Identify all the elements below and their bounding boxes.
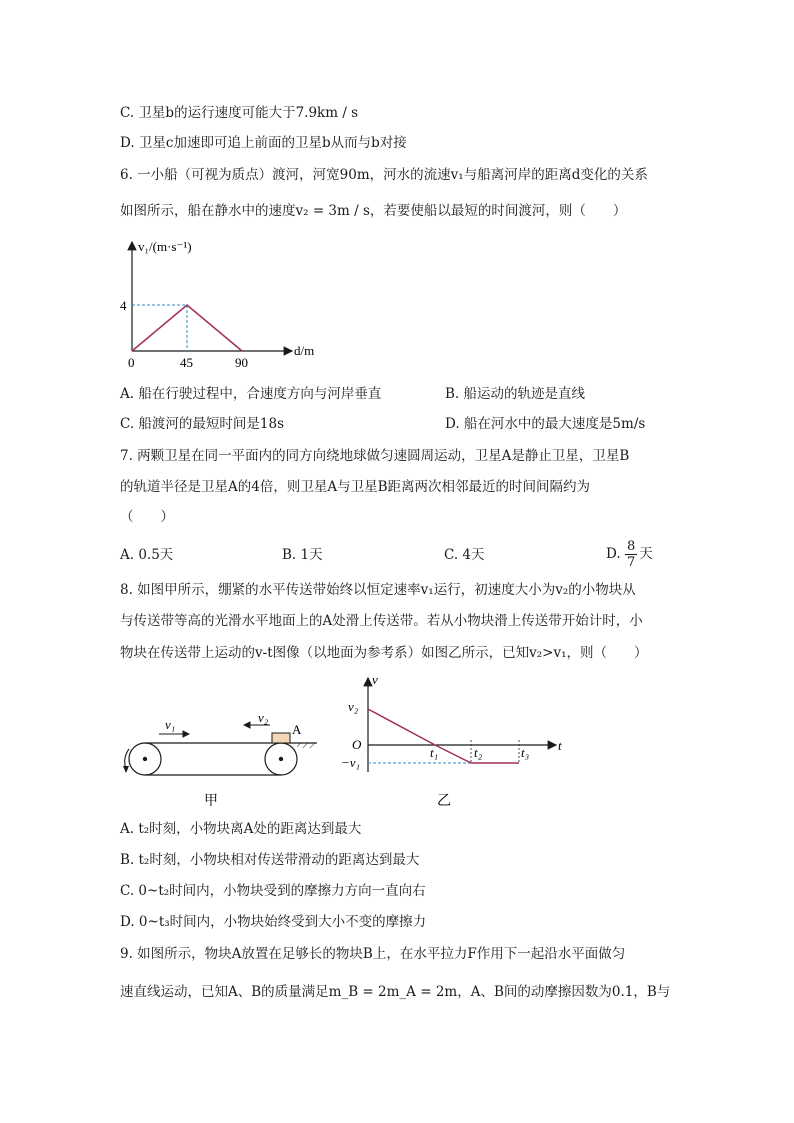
block-a-label: A (292, 722, 302, 737)
q8-option-a: A. t₂时刻，小物块离A处的距离达到最大 (120, 821, 362, 837)
rotation-arrowhead (123, 766, 129, 773)
yi-neg-v1-label: −v₁ (341, 755, 361, 770)
yi-origin: O (352, 737, 362, 752)
yi-v2-label: v₂ (348, 699, 359, 714)
yi-t1-label: t₁ (430, 745, 439, 760)
q7-option-d-numerator: 8 (626, 539, 636, 554)
q6-option-d: D. 船在河水中的最大速度是5m/s (445, 416, 646, 432)
block-a (272, 733, 290, 743)
left-pulley-axle (143, 757, 147, 761)
q6-option-c: C. 船渡河的最短时间是18s (120, 416, 285, 432)
q6-y-tick-4: 4 (120, 298, 127, 313)
right-pulley-axle (279, 757, 283, 761)
q8-option-c: C. 0~t₂时间内，小物块受到的摩擦力方向一直向右 (120, 883, 426, 899)
q8-option-b: B. t₂时刻，小物块相对传送带滑动的距离达到最大 (120, 852, 420, 868)
q7-option-d-prefix: D. (606, 546, 621, 562)
q6-y-axis-label: v₁/(m·s⁻¹) (138, 239, 192, 254)
q7-option-c: C. 4天 (444, 547, 485, 563)
q6-stem-line2: 如图所示，船在静水中的速度v₂ = 3m / s，若要使船以最短的时间渡河，则（ ） (120, 203, 627, 219)
q7-stem-line1: 7. 两颗卫星在同一平面内的同方向绕地球做匀速圆周运动，卫星A是静止卫星，卫星B (120, 448, 630, 464)
fig-jia-caption: 甲 (204, 794, 218, 809)
q6-x-tick-90: 90 (235, 355, 248, 370)
q6-x-axis-label: d/m (294, 343, 315, 358)
q7-option-d (606, 534, 653, 574)
q8-stem-line2: 与传送带等高的光滑水平地面上的A处滑上传送带。若从小物块滑上传送带开始计时，小 (120, 613, 643, 629)
q8-option-d: D. 0~t₃时间内，小物块始终受到大小不变的摩擦力 (120, 914, 427, 930)
q8-figure-jia (112, 705, 322, 811)
yi-graph-line (368, 709, 519, 763)
q7-option-d-fraction (625, 539, 637, 570)
yi-t2-label: t₂ (474, 745, 483, 760)
ground-hatch (297, 743, 317, 748)
q5-option-c: C. 卫星b的运行速度可能大于7.9km / s (120, 105, 359, 121)
q8-figure-yi (336, 672, 576, 812)
q6-option-a: A. 船在行驶过程中，合速度方向与河岸垂直 (120, 386, 382, 402)
q7-option-b: B. 1天 (282, 547, 323, 563)
yi-v-axis-label: v (372, 672, 378, 687)
yi-t-axis-label: t (558, 738, 562, 753)
v1-label: v₁ (165, 717, 176, 732)
yi-t3-label: t₃ (521, 745, 530, 760)
q8-stem-line3: 物块在传送带上运动的v-t图像（以地面为参考系）如图乙所示，已知v₂>v₁，则（ ） (120, 645, 648, 661)
q7-stem-line3: （ ） (120, 509, 174, 525)
q6-x-tick-45: 45 (180, 355, 193, 370)
q9-stem-line2: 速直线运动，已知A、B的质量满足m_B = 2m_A = 2m，A、B间的动摩擦因数为0.1，B与 (120, 984, 671, 1000)
v2-label: v₂ (258, 710, 269, 725)
q6-velocity-distance-graph (118, 236, 328, 372)
q6-stem-line1: 6. 一小船（可视为质点）渡河，河宽90m，河水的流速v₁与船离河岸的距离d变化的关系 (120, 167, 648, 183)
q7-option-d-suffix: 天 (639, 546, 653, 562)
fig-yi-caption: 乙 (437, 794, 451, 809)
q7-option-a: A. 0.5天 (120, 547, 174, 563)
q8-stem-line1: 8. 如图甲所示，绷紧的水平传送带始终以恒定速率v₁运行，初速度大小为v₂的小物块从 (120, 582, 636, 598)
q7-option-d-denominator: 7 (626, 555, 636, 570)
q9-stem-line1: 9. 如图所示，物块A放置在足够长的物块B上，在水平拉力F作用下一起沿水平面做匀 (120, 946, 626, 962)
q6-option-b: B. 船运动的轨迹是直线 (445, 386, 586, 402)
q5-option-d: D. 卫星c加速即可追上前面的卫星b从而与b对接 (120, 135, 407, 151)
q7-stem-line2: 的轨道半径是卫星A的4倍，则卫星A与卫星B距离两次相邻最近的时间间隔约为 (120, 479, 591, 495)
q6-origin: 0 (128, 355, 135, 370)
